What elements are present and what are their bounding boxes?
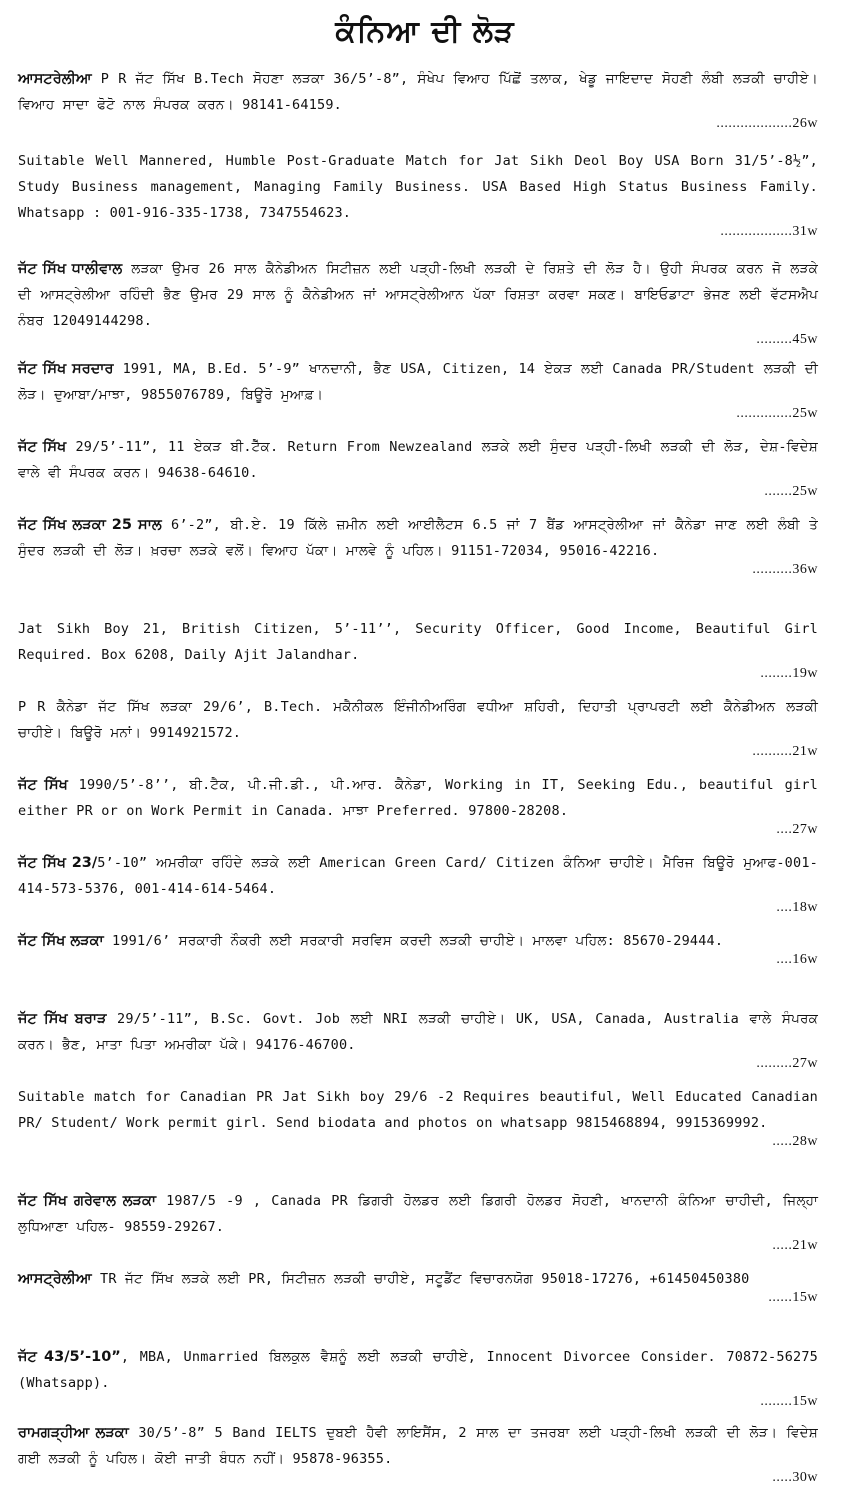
ad-lead: ਆਸਟ੍ਰੇਲੀਆ (18, 1271, 92, 1287)
ad-ref: ........19w (760, 666, 818, 681)
ad-lead: ਜੱਟ ਸਿੱਖ ਸਰਦਾਰ (18, 361, 114, 377)
ad-body (18, 1266, 818, 1292)
ad-ref: ..........36w (752, 562, 818, 577)
ad-item (18, 66, 818, 134)
ad-text: 1987/5 -9 , Canada PR ਡਿਗਰੀ ਹੋਲਡਰ ਲਈ ਡਿਗਰੀ ਹੋਲਡਰ ਸੋਹਣੀ, ਖਾਨਦਾਨੀ ਕੰਨਿਆ ਚਾਹੀਦੀ, ਜਿਲ੍ਹਾ ਲੁਧਿਆਣਾ ਪਹਿਲ- 98559-29267. (18, 1193, 818, 1235)
ad-text: 6’-2”, ਬੀ.ਏ. 19 ਕਿੱਲੇ ਜ਼ਮੀਨ ਲਈ ਆਈਲੈਟਸ 6.5 ਜਾਂ 7 ਬੈਂਡ ਆਸਟ੍ਰੇਲੀਆ ਜਾਂ ਕੈਨੇਡਾ ਜਾਣ ਲਈ ਲੰਬੀ ਤੇ ਸੁੰਦਰ ਲੜਕੀ ਦੀ ਲੋੜ। ਖ਼ਰਚਾ ਲੜਕੇ ਵਲੋਂ। ਵਿਆਹ ਪੱਕਾ। ਮਾਲਵੇ ਨੂੰ ਪਹਿਲ। 91151-72034, 95016-42216. (18, 517, 818, 559)
ad-ref: ..............25w (736, 406, 818, 421)
ad-ref: ......15w (768, 1290, 818, 1305)
ad-item (18, 850, 818, 918)
ad-ref: .....30w (772, 1470, 818, 1485)
ad-ref: .......25w (764, 484, 818, 499)
ad-item (18, 1084, 818, 1152)
ad-lead: ਜੱਟ ਸਿੱਖ ਧਾਲੀਵਾਲ (18, 261, 123, 277)
ad-item (18, 694, 818, 762)
ad-ref: .....28w (772, 1134, 818, 1149)
ad-lead: ਜੱਟ ਸਿੱਖ ਲੜਕਾ 25 ਸਾਲ (18, 517, 162, 533)
ad-item (18, 1188, 818, 1256)
ad-lead: ਜੱਟ ਸਿੱਖ ਲੜਕਾ (18, 933, 104, 949)
ad-item (18, 1420, 818, 1488)
ad-lead: ਜੱਟ ਸਿੱਖ ਗਰੇਵਾਲ ਲੜਕਾ (18, 1193, 157, 1209)
ad-item (18, 356, 818, 424)
ad-text: TR ਜੱਟ ਸਿੱਖ ਲੜਕੇ ਲਈ PR, ਸਿਟੀਜ਼ਨ ਲੜਕੀ ਚਾਹੀਏ, ਸਟੂਡੈਂਟ ਵਿਚਾਰਨਯੋਗ 95018-17276, +61450450380 (91, 1271, 750, 1287)
ad-text: ਲੜਕਾ ਉਮਰ 26 ਸਾਲ ਕੈਨੇਡੀਅਨ ਸਿਟੀਜ਼ਨ ਲਈ ਪੜ੍ਹੀ-ਲਿਖੀ ਲੜਕੀ ਦੇ ਰਿਸ਼ਤੇ ਦੀ ਲੋੜ ਹੈ। ਉਹੀ ਸੰਪਰਕ ਕਰਨ ਜੋ ਲੜਕੇ ਦੀ ਆਸਟ੍ਰੇਲੀਆ ਰਹਿੰਦੀ ਭੈਣ ਉਮਰ 29 ਸਾਲ ਨੂੰ ਕੈਨੇਡੀਅਨ ਜਾਂ ਆਸਟ੍ਰੇਲੀਆਨ ਪੱਕਾ ਰਿਸ਼ਤਾ ਕਰਵਾ ਸਕਣ। ਬਾਇਓਡਾਟਾ ਭੇਜਣ ਲਈ ਵੱਟਸਐਪ ਨੰਬਰ 12049144298. (18, 261, 818, 329)
ad-text: Jat Sikh Boy 21, British Citizen, 5’-11’’, Security Officer, Good Income, Beautiful Girl Required. Box 6208, Daily Ajit Jalandhar. (18, 621, 818, 663)
ad-body (18, 1344, 818, 1396)
ad-text: 1991/6’ ਸਰਕਾਰੀ ਨੌਕਰੀ ਲਈ ਸਰਕਾਰੀ ਸਰਵਿਸ ਕਰਦੀ ਲੜਕੀ ਚਾਹੀਏ। ਮਾਲਵਾ ਪਹਿਲ: 85670-29444. (103, 933, 724, 949)
ad-text: 30/5’-8” 5 Band IELTS ਦੁਬਈ ਹੈਵੀ ਲਾਇਸੈਂਸ, 2 ਸਾਲ ਦਾ ਤਜਰਬਾ ਲਈ ਪੜ੍ਹੀ-ਲਿਖੀ ਲੜਕੀ ਦੀ ਲੋੜ। ਵਿਦੇਸ਼ ਗਈ ਲੜਕੀ ਨੂੰ ਪਹਿਲ। ਕੋਈ ਜਾਤੀ ਬੰਧਨ ਨਹੀਂ। 95878-96355. (18, 1425, 818, 1467)
ad-body (18, 256, 818, 334)
ad-lead: ਜੱਟ ਸਿੱਖ 23/ (18, 855, 98, 871)
ad-text: P R ਕੈਨੇਡਾ ਜੱਟ ਸਿੱਖ ਲੜਕਾ 29/6’, B.Tech. ਮਕੈਨੀਕਲ ਇੰਜੀਨੀਅਰਿੰਗ ਵਧੀਆ ਸ਼ਹਿਰੀ, ਦਿਹਾਤੀ ਪ੍ਰਾਪਰਟੀ ਲਈ ਕੈਨੇਡੀਅਨ ਲੜਕੀ ਚਾਹੀਏ। ਬਿਊਰੋ ਮਨਾਂ। 9914921572. (18, 699, 818, 741)
ad-ref: ...................26w (716, 116, 818, 131)
ad-text: Suitable Well Mannered, Humble Post-Graduate Match for Jat Sikh Deol Boy USA Born 31/5’-8½”, Study Business management, Managing Family Business. USA Based High Status Business Family. Whatsapp : 001-916-335-1738, 7347554623. (18, 153, 818, 221)
ad-item (18, 1006, 818, 1074)
ad-item (18, 772, 818, 840)
ad-item (18, 148, 818, 242)
ad-lead: ਜੱਟ ਸਿੱਖ (18, 777, 68, 793)
ad-ref: ..................31w (720, 224, 818, 239)
ad-text: , MBA, Unmarried ਬਿਲਕੁਲ ਵੈਸ਼ਨੂੰ ਲਈ ਲੜਕੀ ਚਾਹੀਏ, Innocent Divorcee Consider. 70872-56275 (Whatsapp). (18, 1349, 819, 1391)
ad-lead: ਜੱਟ ਸਿੱਖ ਬਰਾੜ (18, 1011, 107, 1027)
ad-text: P R ਜੱਟ ਸਿੱਖ B.Tech ਸੋਹਣਾ ਲੜਕਾ 36/5’-8”, ਸੰਖੇਪ ਵਿਆਹ ਪਿੱਛੋਂ ਤਲਾਕ, ਖੇਡੂ ਜਾਇਦਾਦ ਸੋਹਣੀ ਲੰਬੀ ਲੜਕੀ ਚਾਹੀਏ। ਵਿਆਹ ਸਾਦਾ ਫੋਟੋ ਨਾਲ ਸੰਪਰਕ ਕਰਨ। 98141-64159. (18, 71, 818, 113)
ad-text: 1991, MA, B.Ed. 5’-9” ਖਾਨਦਾਨੀ, ਭੈਣ USA, Citizen, 14 ਏਕੜ ਲਈ Canada PR/Student ਲੜਕੀ ਦੀ ਲੋੜ। ਦੁਆਬਾ/ਮਾਝਾ, 9855076789, ਬਿਊਰੋ ਮੁਆਫ਼। (18, 361, 819, 403)
ad-body (18, 850, 818, 902)
ad-item (18, 1344, 818, 1412)
ad-body (18, 356, 818, 408)
ad-ref: .........45w (756, 332, 818, 347)
ad-item (18, 616, 818, 684)
ad-text: Suitable match for Canadian PR Jat Sikh boy 29/6 -2 Requires beautiful, Well Educated Canadian PR/ Student/ Work permit girl. Send biodata and photos on whatsapp 9815468894, 9915369992. (18, 1089, 818, 1131)
ad-body (18, 434, 818, 486)
ad-lead: ਰਾਮਗੜ੍ਹੀਆ ਲੜਕਾ (18, 1425, 129, 1441)
ad-lead: ਜੱਟ ਸਿੱਖ (18, 439, 67, 455)
page-title: ਕੰਨਿਆ ਦੀ ਲੋੜ (335, 14, 515, 49)
ad-body (18, 928, 818, 954)
ad-text: 1990/5’-8’’, ਬੀ.ਟੈਕ, ਪੀ.ਜੀ.ਡੀ., ਪੀ.ਆਰ. ਕੈਨੇਡਾ, Working in IT, Seeking Edu., beautiful girl either PR or on Work Permit in Canada. ਮਾਝਾ Preferred. 97800-28208. (18, 777, 818, 819)
ad-text: 29/5’-11”, B.Sc. Govt. Job ਲਈ NRI ਲੜਕੀ ਚਾਹੀਏ। UK, USA, Canada, Australia ਵਾਲੇ ਸੰਪਰਕ ਕਰਨ। ਭੈਣ, ਮਾਤਾ ਪਿਤਾ ਅਮਰੀਕਾ ਪੱਕੇ। 94176-46700. (18, 1011, 818, 1053)
ad-lead: ਜੱਟ 43/5’-10” (18, 1349, 121, 1365)
ad-text: 29/5’-11”, 11 ਏਕੜ ਬੀ.ਟੈੱਕ. Return From Newzealand ਲੜਕੇ ਲਈ ਸੁੰਦਰ ਪੜ੍ਹੀ-ਲਿਖੀ ਲੜਕੀ ਦੀ ਲੋੜ, ਦੇਸ਼-ਵਿਦੇਸ਼ ਵਾਲੇ ਵੀ ਸੰਪਰਕ ਕਰਨ। 94638-64610. (18, 439, 818, 481)
ad-ref: .....21w (772, 1238, 818, 1253)
ad-ref: .........27w (756, 1056, 818, 1071)
ad-item (18, 1266, 818, 1308)
ad-body (18, 1420, 818, 1472)
ad-item (18, 434, 818, 502)
ad-body (18, 1188, 818, 1240)
ad-ref: ....16w (776, 952, 818, 967)
ad-body (18, 512, 818, 564)
ad-body (18, 1006, 818, 1058)
ad-item (18, 928, 818, 970)
ad-lead: ਆਸਟਰੇਲੀਆ (18, 71, 92, 87)
ad-body (18, 66, 818, 118)
ad-ref: ..........21w (752, 744, 818, 759)
ad-ref: ........15w (760, 1394, 818, 1409)
ad-ref: ....27w (776, 822, 818, 837)
ad-item (18, 512, 818, 580)
ad-body (18, 772, 818, 824)
ad-ref: ....18w (776, 900, 818, 915)
ad-text: 5’-10” ਅਮਰੀਕਾ ਰਹਿੰਦੇ ਲੜਕੇ ਲਈ American Green Card/ Citizen ਕੰਨਿਆ ਚਾਹੀਏ। ਮੈਰਿਜ ਬਿਊਰੋ ਮੁਆਫ-001-414-573-5376, 001-414-614-5464. (18, 855, 818, 897)
ad-item (18, 256, 818, 350)
